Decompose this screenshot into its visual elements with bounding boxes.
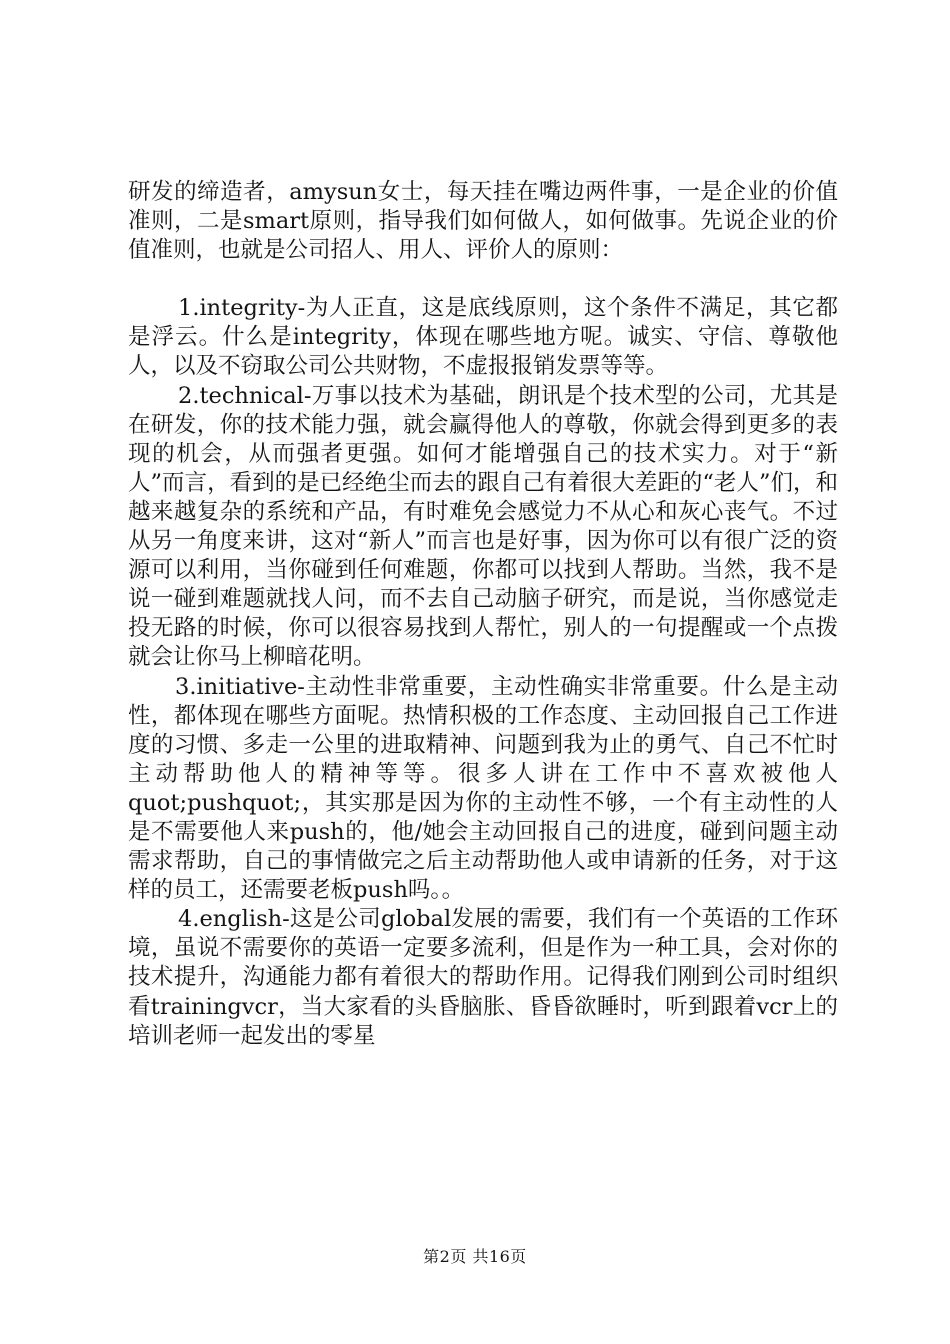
intro-paragraph: 研发的缔造者，amysun女士，每天挂在嘴边两件事，一是企业的价值准则，二是smart原则，指导我们如何做人，如何做事。先说企业的价值准则，也就是公司招人、用人、评价人的原则：	[128, 179, 838, 264]
paragraph-integrity: 1.integrity-为人正直，这是底线原则，这个条件不满足，其它都是浮云。什么是integrity，体现在哪些地方呢。诚实、守信、尊敬他人，以及不窃取公司公共财物，不虚报报销发票等等。	[128, 295, 838, 380]
document-body	[128, 178, 838, 1051]
paragraph-initiative: 3.initiative-主动性非常重要，主动性确实非常重要。什么是主动性，都体现在哪些方面呢。热情积极的工作态度、主动回报自己工作进度的习惯、多走一公里的进取精神、问题到我为止的勇气、自己不忙时主动帮助他人的精神等等。很多人讲在工作中不喜欢被他人quot;pushquot;，其实那是因为你的主动性不够，一个有主动性的人是不需要他人来push的，他/她会主动回报自己的进度，碰到问题主动需求帮助，自己的事情做完之后主动帮助他人或申请新的任务，对于这样的员工，还需要老板push吗。。	[128, 673, 838, 904]
paragraph-english: 4.english-这是公司global发展的需要，我们有一个英语的工作环境，虽说不需要你的英语一定要多流利，但是作为一种工具，会对你的技术提升，沟通能力都有着很大的帮助作用。记得我们刚到公司时组织看trainingvcr，当大家看的头昏脑胀、昏昏欲睡时，听到跟着vcr上的培训老师一起发出的零星	[128, 906, 838, 1049]
page-number-footer: 第2页 共16页	[423, 1247, 527, 1266]
paragraph-technical: 2.technical-万事以技术为基础，朗讯是个技术型的公司，尤其是在研发，你的技术能力强，就会赢得他人的尊敬，你就会得到更多的表现的机会，从而强者更强。如何才能增强自己的技术实力。对于“新人”而言，看到的是已经绝尘而去的跟自己有着很大差距的“老人”们，和越来越复杂的系统和产品，有时难免会感觉力不从心和灰心丧气。不过从另一角度来讲，这对“新人”而言也是好事，因为你可以有很广泛的资源可以利用，当你碰到任何难题，你都可以找到人帮助。当然，我不是说一碰到难题就找人问，而不去自己动脑子研究，而是说，当你感觉走投无路的时候，你可以很容易找到人帮忙，别人的一句提醒或一个点拨就会让你马上柳暗花明。	[128, 382, 838, 671]
